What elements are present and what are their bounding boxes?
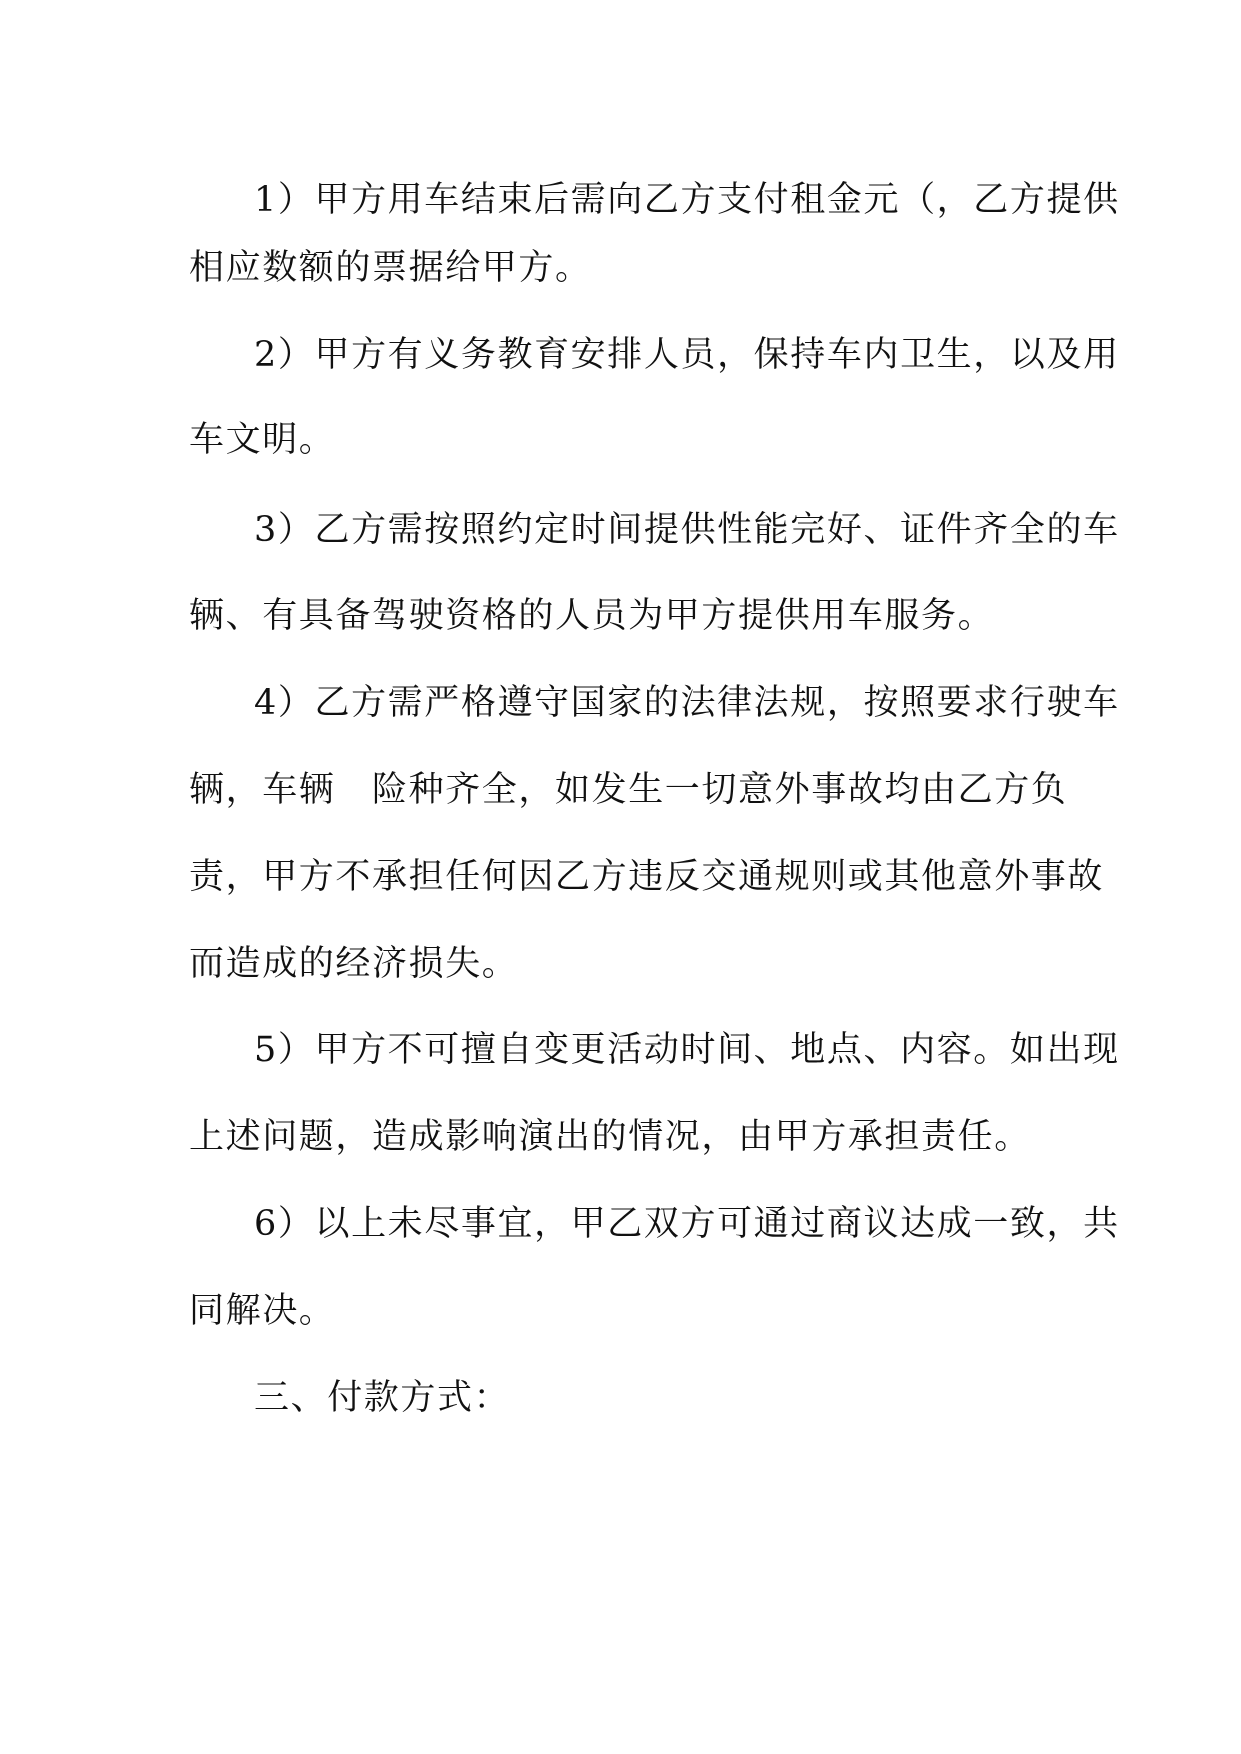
clause-2-line-2: 车文明。 — [189, 420, 336, 460]
clause-1-line-2: 相应数额的票据给甲方。 — [189, 248, 592, 288]
clause-3-line-2: 辆、有具备驾驶资格的人员为甲方提供用车服务。 — [189, 596, 995, 636]
clause-3-line-1: 3）乙方需按照约定时间提供性能完好、证件齐全的车 — [254, 510, 1120, 550]
clause-6-line-2: 同解决。 — [189, 1291, 336, 1331]
clause-4-line-4: 而造成的经济损失。 — [189, 944, 519, 984]
clause-6-line-1: 6）以上未尽事宜，甲乙双方可通过商议达成一致，共 — [254, 1204, 1120, 1244]
clause-4-line-3: 责，甲方不承担任何因乙方违反交通规则或其他意外事故 — [189, 857, 1105, 897]
section-heading-payment: 三、付款方式： — [254, 1378, 511, 1418]
clause-2-line-1: 2）甲方有义务教育安排人员，保持车内卫生，以及用 — [254, 335, 1120, 375]
clause-5-line-1: 5）甲方不可擅自变更活动时间、地点、内容。如出现 — [254, 1030, 1120, 1070]
clause-1-line-1: 1）甲方用车结束后需向乙方支付租金元（，乙方提供 — [254, 180, 1120, 220]
clause-5-line-2: 上述问题，造成影响演出的情况，由甲方承担责任。 — [189, 1117, 1031, 1157]
clause-4-line-2: 辆，车辆 险种齐全，如发生一切意外事故均由乙方负 — [189, 770, 1068, 810]
clause-4-line-1: 4）乙方需严格遵守国家的法律法规，按照要求行驶车 — [254, 683, 1120, 723]
